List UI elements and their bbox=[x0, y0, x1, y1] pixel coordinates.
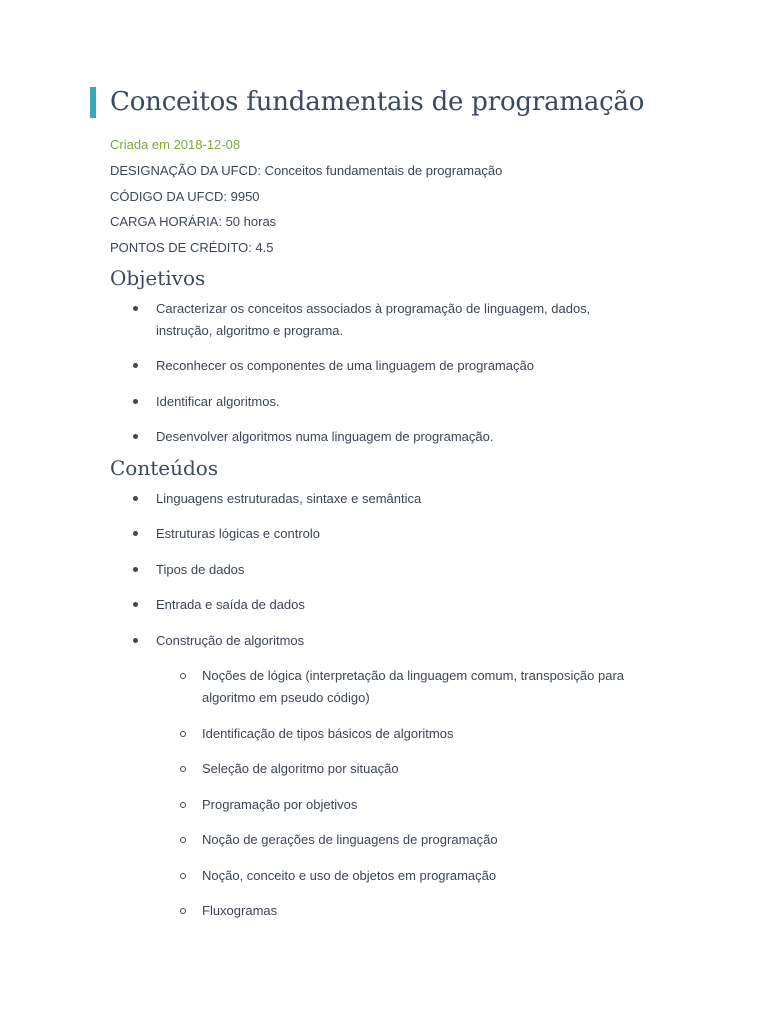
bullet-icon bbox=[133, 638, 138, 643]
ring-bullet-icon bbox=[180, 873, 186, 879]
ring-bullet-icon bbox=[180, 802, 186, 808]
ring-bullet-icon bbox=[180, 731, 186, 737]
list-item bbox=[156, 559, 636, 581]
bullet-icon bbox=[133, 496, 138, 501]
list-item bbox=[156, 426, 636, 448]
list-item-text: Entrada e saída de dados bbox=[156, 597, 305, 612]
title-accent-bar bbox=[90, 87, 96, 118]
meta-codigo: CÓDIGO DA UFCD: 9950 bbox=[110, 189, 260, 204]
list-item bbox=[156, 391, 636, 413]
ring-bullet-icon bbox=[180, 837, 186, 843]
list-item-text: Estruturas lógicas e controlo bbox=[156, 526, 321, 541]
list-item-text: Reconhecer os componentes de uma linguagem de programação bbox=[156, 358, 534, 373]
list-item bbox=[156, 355, 636, 377]
sub-list-item-text: Noção de gerações de linguagens de programação bbox=[202, 832, 498, 847]
sub-list-item-text: Noções de lógica (interpretação da linguagem comum, transposição para algoritmo em pseudo código) bbox=[202, 668, 625, 705]
sub-list-item-text: Identificação de tipos básicos de algoritmos bbox=[202, 726, 454, 741]
bullet-icon bbox=[133, 363, 138, 368]
sub-list-item bbox=[202, 794, 662, 816]
list-item-text: Caracterizar os conceitos associados à programação de linguagem, dados, instrução, algoritmo e programa. bbox=[156, 301, 591, 338]
bullet-icon bbox=[133, 602, 138, 607]
bullet-icon bbox=[133, 399, 138, 404]
list-item-text: Linguagens estruturadas, sintaxe e semântica bbox=[156, 491, 422, 506]
bullet-icon bbox=[133, 434, 138, 439]
bullet-icon bbox=[133, 531, 138, 536]
sub-list-item-text: Seleção de algoritmo por situação bbox=[202, 761, 399, 776]
section-heading-conteudos: Conteúdos bbox=[110, 456, 219, 480]
sub-list-item bbox=[202, 723, 662, 745]
bullet-icon bbox=[133, 306, 138, 311]
sub-list-item-text: Fluxogramas bbox=[202, 903, 278, 918]
ring-bullet-icon bbox=[180, 766, 186, 772]
meta-designacao: DESIGNAÇÃO DA UFCD: Conceitos fundamentais de programação bbox=[110, 163, 503, 178]
sub-list-item-text: Noção, conceito e uso de objetos em programação bbox=[202, 868, 497, 883]
meta-carga-horaria: CARGA HORÁRIA: 50 horas bbox=[110, 214, 277, 229]
sub-list-item bbox=[202, 865, 662, 887]
sub-list-item bbox=[202, 665, 662, 709]
list-item-text: Desenvolver algoritmos numa linguagem de programação. bbox=[156, 429, 494, 444]
title-block bbox=[90, 86, 644, 118]
list-item-text: Construção de algoritmos bbox=[156, 633, 305, 648]
ring-bullet-icon bbox=[180, 908, 186, 914]
list-item bbox=[156, 523, 636, 545]
bullet-icon bbox=[133, 567, 138, 572]
created-date: Criada em 2018-12-08 bbox=[110, 137, 241, 152]
section-heading-objetivos: Objetivos bbox=[110, 266, 206, 290]
sub-list-item bbox=[202, 758, 662, 780]
list-item bbox=[156, 630, 636, 652]
sub-list-item bbox=[202, 900, 662, 922]
page-title: Conceitos fundamentais de programação bbox=[110, 87, 645, 117]
ring-bullet-icon bbox=[180, 673, 186, 679]
meta-pontos-credito: PONTOS DE CRÉDITO: 4.5 bbox=[110, 240, 274, 255]
list-item bbox=[156, 594, 636, 616]
list-item-text: Identificar algoritmos. bbox=[156, 394, 280, 409]
list-item bbox=[156, 298, 636, 342]
sub-list-item bbox=[202, 829, 662, 851]
list-item bbox=[156, 488, 636, 510]
list-item-text: Tipos de dados bbox=[156, 562, 245, 577]
sub-list-item-text: Programação por objetivos bbox=[202, 797, 358, 812]
